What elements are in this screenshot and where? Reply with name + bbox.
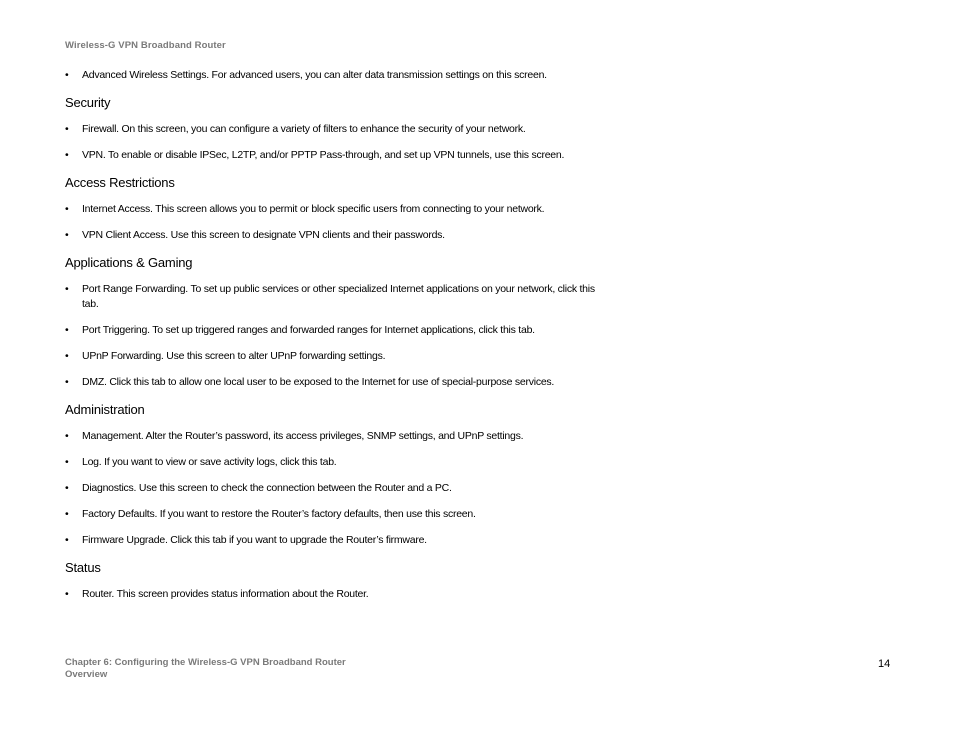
list-item-text: Diagnostics. Use this screen to check the connection between the Router and a PC. xyxy=(82,482,452,494)
list-item-text: Port Triggering. To set up triggered ranges and forwarded ranges for Internet applications, click this tab. xyxy=(82,324,535,336)
list-item xyxy=(65,228,605,243)
list-item-text: Port Range Forwarding. To set up public services or other specialized Internet applications on your network, click this tab. xyxy=(82,283,595,310)
list-item xyxy=(65,587,605,602)
list-item-text: Management. Alter the Router’s password, its access privileges, SNMP settings, and UPnP settings. xyxy=(82,430,524,442)
bullet-icon: • xyxy=(65,430,69,442)
bullet-icon: • xyxy=(65,203,69,215)
list-item xyxy=(65,507,605,522)
list-item-text: UPnP Forwarding. Use this screen to alter UPnP forwarding settings. xyxy=(82,350,386,362)
section-heading: Security xyxy=(65,95,111,110)
list-item xyxy=(65,455,605,470)
list-item-text: Router. This screen provides status information about the Router. xyxy=(82,588,369,600)
list-item xyxy=(65,481,605,496)
bullet-icon: • xyxy=(65,149,69,161)
list-item xyxy=(65,282,605,312)
bullet-icon: • xyxy=(65,534,69,546)
list-item xyxy=(65,429,605,444)
footer-section: Overview xyxy=(65,669,108,680)
list-item xyxy=(65,202,605,217)
section-status xyxy=(65,559,605,602)
list-item-text: VPN Client Access. Use this screen to designate VPN clients and their passwords. xyxy=(82,229,445,241)
page-number: 14 xyxy=(878,658,891,670)
list-item xyxy=(65,68,605,83)
list-item xyxy=(65,122,605,137)
list-item xyxy=(65,533,605,548)
section-heading: Administration xyxy=(65,402,145,417)
bullet-icon: • xyxy=(65,350,69,362)
section-heading: Status xyxy=(65,560,101,575)
section-list xyxy=(65,122,605,163)
bullet-icon: • xyxy=(65,376,69,388)
list-item-text: Firewall. On this screen, you can configure a variety of filters to enhance the security of your network. xyxy=(82,123,526,135)
section-security xyxy=(65,94,605,163)
list-item-text: Internet Access. This screen allows you to permit or block specific users from connecting to your network. xyxy=(82,203,545,215)
section-list xyxy=(65,429,605,548)
running-header: Wireless-G VPN Broadband Router xyxy=(65,40,226,51)
list-item xyxy=(65,349,605,364)
section-access-restrictions xyxy=(65,174,605,243)
intro-list xyxy=(65,68,605,83)
bullet-icon: • xyxy=(65,69,69,81)
section-heading: Applications & Gaming xyxy=(65,255,193,270)
section-administration xyxy=(65,401,605,548)
list-item xyxy=(65,323,605,338)
page-content xyxy=(65,68,605,613)
bullet-icon: • xyxy=(65,588,69,600)
section-list xyxy=(65,587,605,602)
bullet-icon: • xyxy=(65,508,69,520)
bullet-icon: • xyxy=(65,229,69,241)
list-item-text: Firmware Upgrade. Click this tab if you want to upgrade the Router’s firmware. xyxy=(82,534,427,546)
list-item-text: Log. If you want to view or save activity logs, click this tab. xyxy=(82,456,337,468)
bullet-icon: • xyxy=(65,123,69,135)
list-item-text: Factory Defaults. If you want to restore the Router’s factory defaults, then use this screen. xyxy=(82,508,476,520)
section-list xyxy=(65,282,605,390)
bullet-icon: • xyxy=(65,482,69,494)
list-item-text: VPN. To enable or disable IPSec, L2TP, and/or PPTP Pass-through, and set up VPN tunnels, use this screen. xyxy=(82,149,565,161)
footer-chapter: Chapter 6: Configuring the Wireless-G VPN Broadband Router xyxy=(65,657,346,668)
section-list xyxy=(65,202,605,243)
page-footer xyxy=(65,657,346,681)
list-item xyxy=(65,148,605,163)
section-heading: Access Restrictions xyxy=(65,175,175,190)
list-item-text: Advanced Wireless Settings. For advanced users, you can alter data transmission settings on this screen. xyxy=(82,69,547,81)
bullet-icon: • xyxy=(65,324,69,336)
bullet-icon: • xyxy=(65,456,69,468)
list-item xyxy=(65,375,605,390)
sections-container xyxy=(65,94,605,602)
list-item-text: DMZ. Click this tab to allow one local user to be exposed to the Internet for use of special-purpose services. xyxy=(82,376,555,388)
section-applications-gaming xyxy=(65,254,605,390)
bullet-icon: • xyxy=(65,283,69,295)
